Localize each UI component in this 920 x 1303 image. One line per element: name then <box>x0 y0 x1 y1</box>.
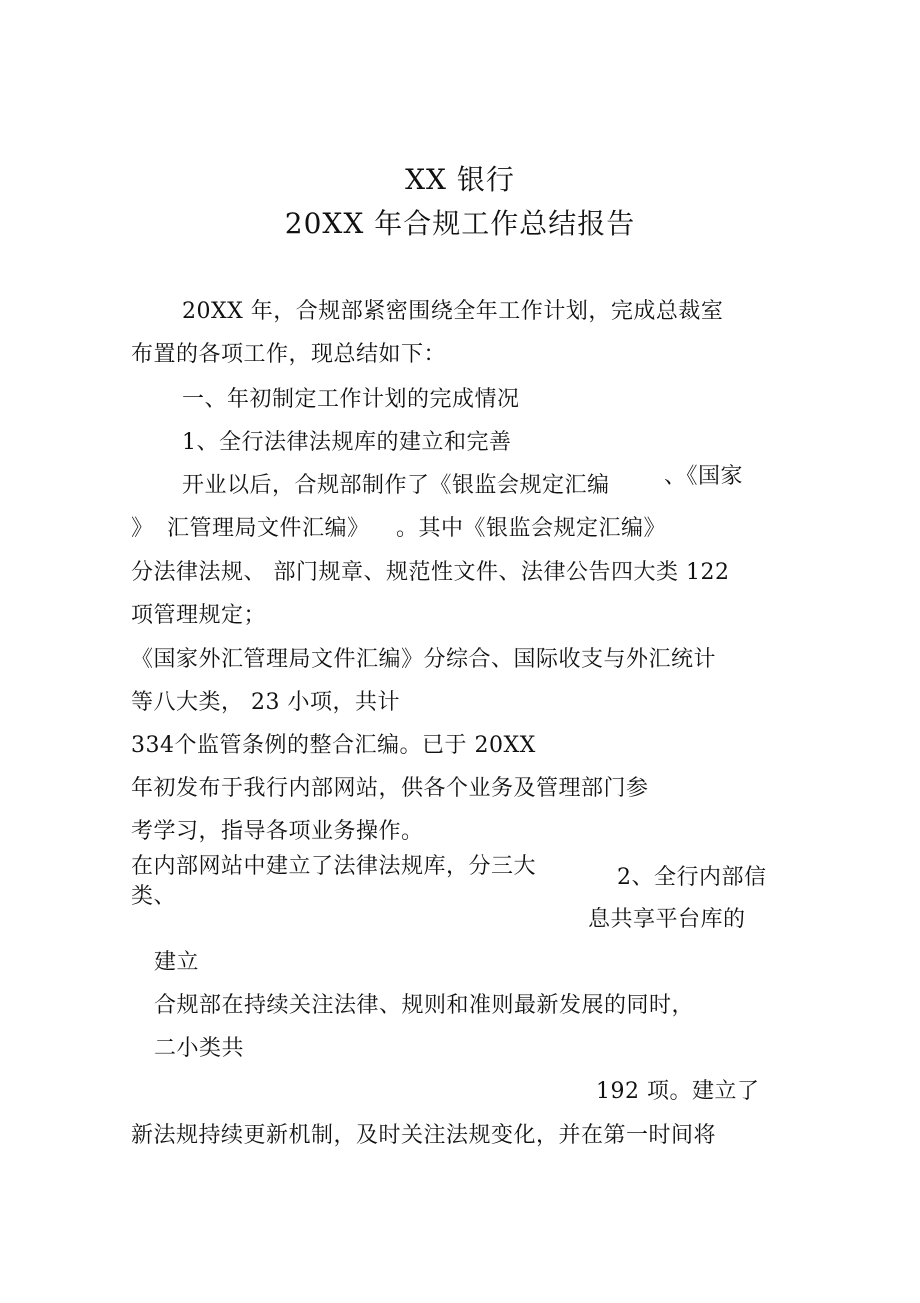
paragraph-2-line-4: 项管理规定； <box>131 603 267 628</box>
title-report: 20XX 年合规工作总结报告 <box>284 207 636 240</box>
paragraph-4-line-2: 二小类共 <box>154 1036 245 1061</box>
section-heading-1: 一、年初制定工作计划的完成情况 <box>182 387 520 412</box>
subsection-heading-2-line-2: 息共享平台库的 <box>588 907 746 932</box>
subsection-heading-1: 1、全行法律法规库的建立和完善 <box>182 430 512 455</box>
paragraph-2-line-3: 分法律法规、 部门规章、规范性文件、法律公告四大类 122 <box>131 560 730 585</box>
paragraph-2-line-5: 《国家外汇管理局文件汇编》分综合、国际收支与外汇统计 <box>131 647 717 672</box>
paragraph-2-line-2b: 汇管理局文件汇编》 <box>167 516 370 541</box>
paragraph-2-line-8: 年初发布于我行内部网站，供各个业务及管理部门参 <box>131 776 649 801</box>
paragraph-3-line-2: 类、 <box>131 884 177 909</box>
paragraph-2-line-1a: 开业以后，合规部制作了《银监会规定汇编 <box>182 473 610 498</box>
subsection-heading-2-line-3: 建立 <box>154 950 200 975</box>
paragraph-2-line-2a: 》 <box>131 516 154 541</box>
paragraph-4-line-1: 合规部在持续关注法律、规则和准则最新发展的同时， <box>154 993 695 1018</box>
paragraph-4-line-4: 新法规持续更新机制，及时关注法规变化，并在第一时间将 <box>131 1123 717 1148</box>
paragraph-4-line-3: 192 项。建立了 <box>596 1079 760 1104</box>
paragraph-3-line-1: 在内部网站中建立了法律法规库，分三大 <box>131 854 537 879</box>
paragraph-intro-line-1: 20XX 年，合规部紧密围绕全年工作计划，完成总裁室 <box>182 299 724 324</box>
paragraph-2-line-1b: 、《国家 <box>664 464 744 489</box>
paragraph-intro-line-2: 布置的各项工作，现总结如下： <box>131 342 447 367</box>
paragraph-2-line-2c: 。其中《银监会规定汇编》 <box>396 516 667 541</box>
paragraph-2-line-6: 等八大类， 23 小项，共计 <box>131 690 400 715</box>
paragraph-2-line-7: 334个监管条例的整合汇编。已于 20XX <box>131 733 536 758</box>
subsection-heading-2-line-1: 2、全行内部信 <box>617 865 767 890</box>
title-bank: XX 银行 <box>405 163 515 196</box>
paragraph-2-line-9: 考学习，指导各项业务操作。 <box>131 819 424 844</box>
